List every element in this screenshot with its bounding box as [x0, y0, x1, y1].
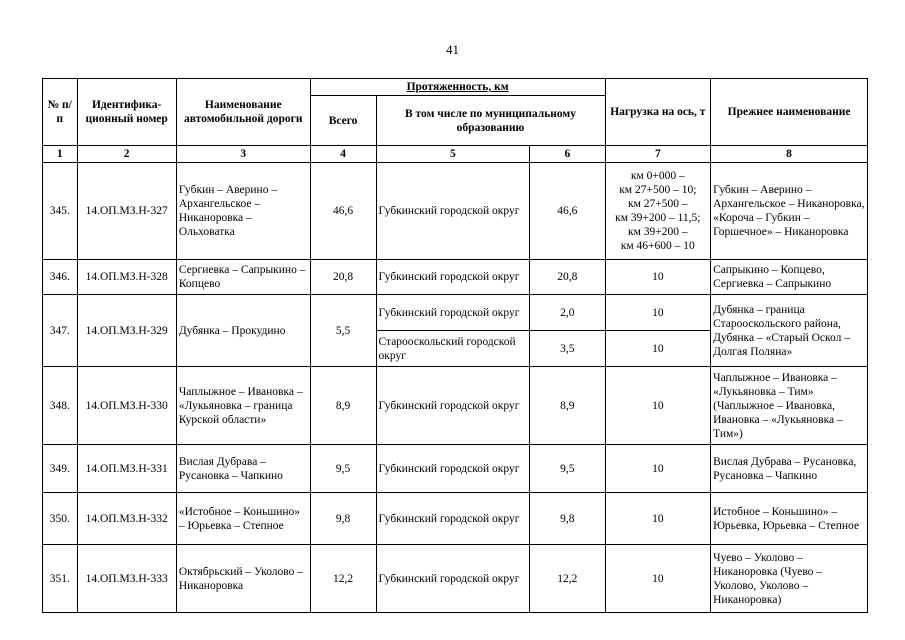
road-id: 14.ОП.МЗ.Н-331 — [77, 445, 176, 493]
table-row — [43, 295, 868, 331]
municipal-length: 8,9 — [530, 367, 605, 445]
col-number: 3 — [176, 146, 310, 163]
header-municipal: В том числе по муниципальному образованию — [376, 96, 605, 146]
table-row — [43, 260, 868, 295]
municipality: Губкинский городской округ — [376, 545, 530, 613]
col-number: 8 — [711, 146, 868, 163]
axle-load: 10 — [605, 260, 711, 295]
axle-load-line: км 46+600 – 10 — [620, 240, 695, 252]
header-road-name: Наименование автомобильной дороги — [176, 79, 310, 146]
previous-name: Истобное – Коньшино» – Юрьевка, Юрьевка – Степное — [711, 493, 868, 545]
axle-load — [605, 163, 711, 260]
municipality: Губкинский городской округ — [376, 163, 530, 260]
header-ident: Идентифика-ционный номер — [77, 79, 176, 146]
row-number: 350. — [43, 493, 78, 545]
municipal-length: 12,2 — [530, 545, 605, 613]
row-number: 346. — [43, 260, 78, 295]
road-name: Дубянка – Прокудино — [176, 295, 310, 367]
road-name: Чаплыжное – Ивановка – «Лукьяновка – граница Курской области» — [176, 367, 310, 445]
col-number: 4 — [310, 146, 376, 163]
page-number: 41 — [446, 42, 459, 57]
header-prev-name: Прежнее наименование — [711, 79, 868, 146]
previous-name: Вислая Дубрава – Русановка, Русановка – Чапкино — [711, 445, 868, 493]
municipality: Губкинский городской округ — [376, 445, 530, 493]
previous-name: Чуево – Уколово – Никаноровка (Чуево – Уколово, Уколово – Никаноровка) — [711, 545, 868, 613]
roads-table — [42, 78, 868, 613]
col-number: 5 — [376, 146, 530, 163]
col-number: 2 — [77, 146, 176, 163]
row-number: 348. — [43, 367, 78, 445]
col-number: 6 — [530, 146, 605, 163]
road-name: Вислая Дубрава – Русановка – Чапкино — [176, 445, 310, 493]
municipality: Губкинский городской округ — [376, 367, 530, 445]
table-row — [43, 545, 868, 613]
total-length: 9,5 — [310, 445, 376, 493]
road-id: 14.ОП.МЗ.Н-329 — [77, 295, 176, 367]
table-row — [43, 163, 868, 260]
row-number: 347. — [43, 295, 78, 367]
header-axle-load: Нагрузка на ось, т — [605, 79, 711, 146]
municipal-length: 9,8 — [530, 493, 605, 545]
total-length: 9,8 — [310, 493, 376, 545]
axle-load-line: км 27+500 – — [628, 198, 688, 210]
axle-load-line: км 39+200 – 11,5; — [615, 212, 701, 224]
col-number: 7 — [605, 146, 711, 163]
row-number: 349. — [43, 445, 78, 493]
axle-load-line: км 0+000 – — [630, 170, 685, 182]
header-total: Всего — [310, 96, 376, 146]
previous-name: Дубянка – граница Старооскольского района, Дубянка – «Старый Оскол – Долгая Поляна» — [711, 295, 868, 367]
previous-name: Губкин – Аверино – Архангельское – Никаноровка, «Короча – Губкин – Горшечное» – Никаноровка — [711, 163, 868, 260]
road-name: Сергиевка – Сапрыкино – Копцево — [176, 260, 310, 295]
municipal-length: 3,5 — [530, 331, 605, 367]
total-length: 5,5 — [310, 295, 376, 367]
road-name: Губкин – Аверино – Архангельское – Никаноровка – Ольховатка — [176, 163, 310, 260]
header-length-group: Протяженность, км — [310, 79, 605, 96]
municipal-length: 2,0 — [530, 295, 605, 331]
axle-load: 10 — [605, 367, 711, 445]
column-number-row — [43, 146, 868, 163]
axle-load: 10 — [605, 295, 711, 331]
municipality: Губкинский городской округ — [376, 493, 530, 545]
road-id: 14.ОП.МЗ.Н-330 — [77, 367, 176, 445]
road-name: Октябрьский – Уколово – Никаноровка — [176, 545, 310, 613]
axle-load: 10 — [605, 493, 711, 545]
axle-load: 10 — [605, 445, 711, 493]
previous-name: Чаплыжное – Ивановка – «Лукьяновка – Тим» (Чаплыжное – Ивановка, Ивановка – «Лукьяновка – Тим») — [711, 367, 868, 445]
table-row — [43, 493, 868, 545]
municipality: Губкинский городской округ — [376, 295, 530, 331]
total-length: 8,9 — [310, 367, 376, 445]
municipality: Старооскольский городской округ — [376, 331, 530, 367]
axle-load-line: км 39+200 – — [628, 226, 688, 238]
road-id: 14.ОП.МЗ.Н-327 — [77, 163, 176, 260]
road-name: «Истобное – Коньшино» – Юрьевка – Степное — [176, 493, 310, 545]
axle-load: 10 — [605, 545, 711, 613]
total-length: 20,8 — [310, 260, 376, 295]
col-number: 1 — [43, 146, 78, 163]
table-row — [43, 445, 868, 493]
municipality: Губкинский городской округ — [376, 260, 530, 295]
municipal-length: 46,6 — [530, 163, 605, 260]
road-id: 14.ОП.МЗ.Н-333 — [77, 545, 176, 613]
municipal-length: 20,8 — [530, 260, 605, 295]
previous-name: Сапрыкино – Копцево, Сергиевка – Сапрыкино — [711, 260, 868, 295]
total-length: 46,6 — [310, 163, 376, 260]
row-number: 351. — [43, 545, 78, 613]
axle-load-line: км 27+500 – 10; — [619, 184, 697, 196]
header-num: № п/п — [43, 79, 78, 146]
row-number: 345. — [43, 163, 78, 260]
road-id: 14.ОП.МЗ.Н-332 — [77, 493, 176, 545]
total-length: 12,2 — [310, 545, 376, 613]
municipal-length: 9,5 — [530, 445, 605, 493]
road-id: 14.ОП.МЗ.Н-328 — [77, 260, 176, 295]
axle-load: 10 — [605, 331, 711, 367]
table-row — [43, 367, 868, 445]
